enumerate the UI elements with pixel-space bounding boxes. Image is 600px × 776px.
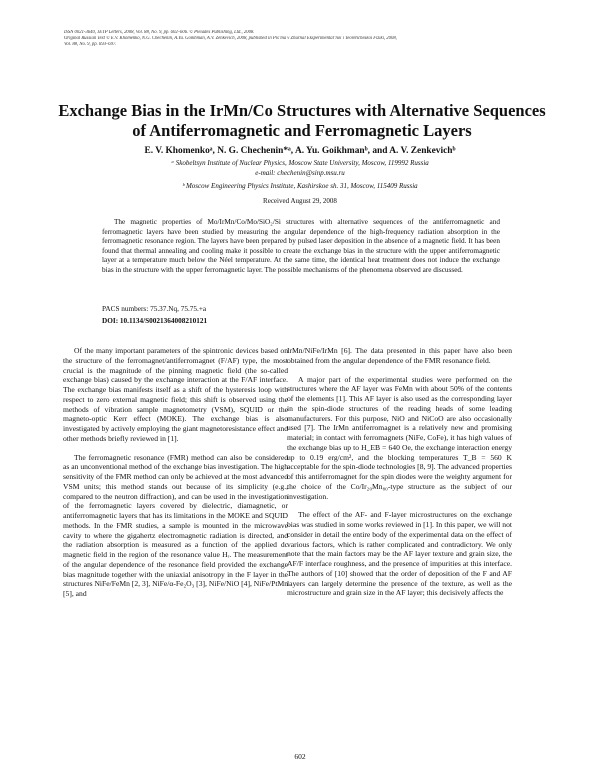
page-number: 602 <box>294 752 306 761</box>
pacs-numbers: PACS numbers: 75.37.Nq, 75.75.+a <box>102 305 207 313</box>
affiliation-a: ᵃ Skobeltsyn Institute of Nuclear Physics, Moscow State University, Moscow, 119992 Russia <box>171 159 429 167</box>
paper-title: Exchange Bias in the IrMn/Co Structures with Alternative Sequences of Antiferromagnetic and Ferromagnetic Layers <box>58 101 546 140</box>
journal-header-line-3: Vol. 88, No. 9, pp. 693–697. <box>64 42 117 47</box>
paragraph: The ferromagnetic resonance (FMR) method can also be considered as an unconventional method of the exchange bias investigation. The high sensitivity of the FMR method can only be achieved at the most advanced VSM units; this method stands out because of its simplicity (e.g., compared to the neutron diffraction), and can be used in the investigation of the ferromagnetic layers covered by dielectric, diamagnetic, or antiferromagnetic layers that has its limitations in the MOKE and SQUID methods. In the FMR studies, a sample is mounted in the microwave cavity to where the gigahertz electromagnetic radiation is directed, and the radiation absorption is measured as a function of the applied dc magnetic field in the region of the resonance value Hᵣ. The measurement of the angular dependence of the resonance field provided the exchange bias magnitude together with the uniaxial anisotropy in the F layer in the structures NiFe/FeMn [2, 3], NiFe/α-Fe₂O₃ [3], NiFe/NiO [4], NiFe/PtMn [5], and <box>63 452 288 598</box>
paragraph: IrMn/NiFe/IrMn [6]. The data presented in this paper have also been obtained from the angular dependence of the FMR resonance field. <box>287 346 512 365</box>
left-column <box>63 346 288 599</box>
journal-header-line-1: ISSN 0021-3640, JETP Letters, 2008, Vol. 88, No. 9, pp. 602–606. © Pleiades Publishing, Ltd., 2008. <box>64 30 255 35</box>
doi: DOI: 10.1134/S0021364008210121 <box>102 317 208 325</box>
affiliation-b: ᵇ Moscow Engineering Physics Institute, Kashirskoe sh. 31, Moscow, 115409 Russia <box>182 182 418 190</box>
paper-authors: E. V. Khomenkoᵃ, N. G. Chechenin*ᵃ, A. Yu. Goikhmanᵇ, and A. V. Zenkevichᵇ <box>144 146 456 156</box>
journal-header-line-2: Original Russian Text © E.V. Khomenko, N.G. Chechenin, A.Yu. Goikhman, A.V. Zenkevich, 2008, published in Pis’ma v Zhurnal Éksperimental’noi i Teoreticheskoi Fiziki, 2008, <box>64 36 397 41</box>
right-column <box>287 346 512 598</box>
paragraph: Of the many important parameters of the spintronic devices based on the structure of the ferromagnet/antiferromagnet (F/AF) type, the most crucial is the magnitude of the pinning magnetic field (the so-called exchange bias) caused by the exchange interaction at the F/AF interface. The exchange bias manifests itself as a shift of the hysteresis loop with respect to zero external magnetic field; this shift is observed using the methods of vibration sample magnetometry (VSM), SQUID or the magneto-optic Kerr effect (MOKE). The exchange bias is also investigated by actively employing the giant magnetoresistance effect and other methods briefly reviewed in [1]. <box>63 346 288 443</box>
abstract: The magnetic properties of Mo/IrMn/Co/Mo/SiO₂/Si structures with alternative sequences of the antiferromagnetic and ferromagnetic layers have been studied by measuring the angular dependence of the high-frequency radiation absorption in the ferromagnetic resonance region. The layers have been prepared by pulsed laser deposition in the absence of a magnetic field. It has been found that thermal annealing and cooling make it possible to create the exchange bias in the structure with the upper antiferromagnetic layer at a temperature much below the Néel temperature. At the same time, the identical heat treatment does not induce the exchange bias in the structure with the upper ferromagnetic layer. The possible mechanisms of the phenomena observed are discussed. <box>102 218 500 274</box>
paragraph: A major part of the experimental studies were performed on the structures where the AF layer was FeMn with about 50% of the contents of the elements [1]. This AF layer is also used as the corresponding layer in the spin-diode structures of the reading heads of some leading manufacturers. For this purpose, NiO and NiCoO are also occasionally used [7]. The IrMn antiferromagnet is a relatively new and promising material; in contact with ferromagnets (NiFe, CoFe), it has high values of the exchange bias up to H_EB = 640 Oe, the exchange interaction energy up to 0.19 erg/cm², and the blocking temperatures T_B = 560 K acceptable for the spin-diode technologies [8, 9]. The advanced properties of this antiferromagnet for the spin diodes were the weighty argument for the choice of the Co/Ir₂₀Mn₈₀-type structure as the subject of our investigation. <box>287 374 512 501</box>
paragraph: The effect of the AF- and F-layer microstructures on the exchange bias was studied in some works reviewed in [1]. In this paper, we will not consider in detail the entire body of the experimental data on the effect of various factors, which is rather complicated and contradictory. We only note that the main factors may be the AF layer texture and grain size, the AF/F interface roughness, and the presence of impurities at this interface. The authors of [10] showed that the order of deposition of the F and AF layers can largely determine the presence of the texture, as well as the microstructure and grain size in the AF layer; this decisively affects the <box>287 510 512 598</box>
author-email: e-mail: chechenin@sinp.msu.ru <box>255 169 345 177</box>
received-date: Received August 29, 2008 <box>263 197 337 205</box>
